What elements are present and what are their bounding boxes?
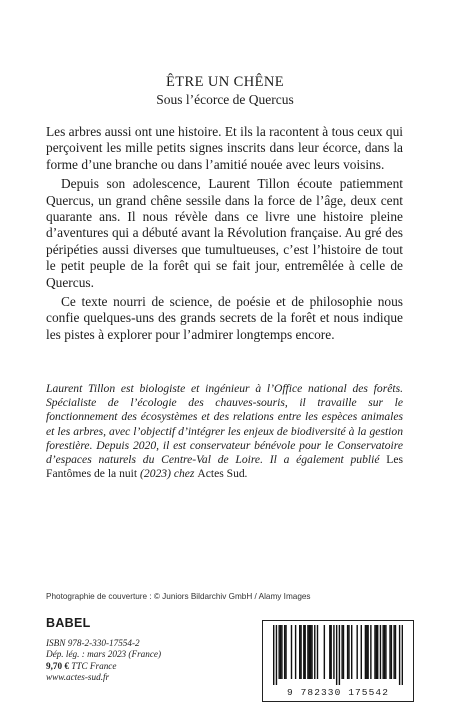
barcode-bar	[377, 625, 378, 679]
bio-book-title: Les Fantômes de la nuit	[46, 453, 403, 481]
barcode-bars	[273, 625, 403, 685]
isbn: ISBN 978-2-330-17554-2	[46, 638, 140, 648]
bio-text-3: .	[244, 467, 248, 481]
barcode-bar	[348, 625, 349, 679]
barcode-bar	[374, 625, 375, 679]
title-block	[0, 74, 450, 108]
barcode-bar	[366, 625, 367, 679]
website: www.actes-sud.fr	[46, 672, 110, 683]
barcode-bar	[330, 625, 331, 679]
barcode-bar	[300, 625, 301, 679]
blurb-paragraph-2: Depuis son adolescence, Laurent Tillon écoute patiemment Quercus, un grand chêne sessile dans la force de l’âge, deux cent quarante ans. Il nous révèle dans ce livre une histoire pleine d’aventures qui a débuté avant la Révolution française. Au gré des péripéties aussi diverses que tumultueuses, c’est l’histoire de tout le petit peuple de la forêt qui se fait jour, entremêlée à celle de Quercus.	[46, 176, 403, 290]
legal-deposit: Dép. lég. : mars 2023 (France)	[46, 649, 162, 660]
author-bio	[46, 382, 403, 481]
barcode-bar	[336, 625, 337, 685]
barcode-bar	[402, 625, 403, 685]
bio-text-2: (2023) chez	[137, 467, 198, 481]
barcode-bar	[343, 625, 344, 679]
barcode-bar	[278, 625, 279, 679]
barcode-bar	[376, 625, 377, 679]
bio-text-1: Laurent Tillon est biologiste et ingénieur à l’Office national des forêts. Spécialiste de l’écologie des chauves-souris, il travaille sur le fonctionnement des écosystèmes et des relations entre les espèces animales et les arbres, avec l’objectif d’intégrer les enjeux de biodiversité à la gestion forestière. Depuis 2020, il est conservateur bénévole pour le Conservatoire d’espaces naturels du Centre-Val de Loire. Il a également publié	[46, 382, 403, 467]
barcode	[262, 620, 414, 702]
barcode-bar	[384, 625, 385, 679]
barcode-bar	[382, 625, 383, 679]
barcode-bar	[385, 625, 386, 679]
barcode-bar	[285, 625, 286, 679]
barcode-bar	[281, 625, 282, 679]
barcode-bar	[347, 625, 348, 679]
price-suffix: TTC France	[68, 660, 117, 671]
barcode-bar	[284, 625, 285, 679]
barcode-bar	[324, 625, 325, 679]
barcode-bar	[309, 625, 310, 679]
price: 9,70 €	[46, 660, 69, 671]
barcode-bar	[333, 625, 334, 679]
price-line	[46, 661, 246, 672]
barcode-bar	[341, 625, 342, 679]
publication-info	[46, 638, 246, 684]
barcode-bar	[389, 625, 390, 679]
barcode-bar	[393, 625, 394, 679]
barcode-bar	[395, 625, 396, 679]
book-subtitle: Sous l’écorce de Quercus	[156, 92, 294, 107]
blurb	[46, 124, 403, 346]
barcode-bar	[356, 625, 357, 679]
barcode-digits: 9 782330 175542	[286, 687, 389, 698]
barcode-bar	[310, 625, 311, 679]
barcode-bar	[276, 625, 277, 685]
barcode-bar	[365, 625, 366, 679]
barcode-bar	[311, 625, 312, 679]
barcode-bar	[399, 625, 400, 685]
barcode-bar	[273, 625, 274, 685]
barcode-bar	[280, 625, 281, 679]
barcode-bar	[304, 625, 305, 679]
barcode-bar	[380, 625, 381, 679]
bio-publisher: Actes Sud	[197, 467, 245, 481]
blurb-paragraph-3: Ce texte nourri de science, de poésie et de philosophie nous confie quelques-uns des grands secrets de la forêt et nous indique les pistes à explorer pour l’admirer longtemps encore.	[46, 294, 403, 342]
book-title: ÊTRE UN CHÊNE	[166, 74, 284, 90]
barcode-bar	[370, 625, 371, 679]
barcode-bar	[339, 625, 340, 685]
barcode-bar	[361, 625, 362, 679]
photo-credit: Photographie de couverture : © Juniors Bildarchiv GmbH / Alamy Images	[46, 592, 311, 601]
barcode-bar	[299, 625, 300, 679]
barcode-bar	[314, 625, 315, 679]
barcode-bar	[391, 625, 392, 679]
barcode-bar	[351, 625, 352, 679]
barcode-bar	[295, 625, 296, 679]
barcode-bar	[303, 625, 304, 679]
barcode-bar	[291, 625, 292, 679]
blurb-paragraph-1: Les arbres aussi ont une histoire. Et ils la racontent à tous ceux qui perçoivent les mille petits signes inscrits dans leur écorce, dans la forme d’une branche ou dans l’amitié nouée avec leurs voisins.	[46, 124, 403, 172]
barcode-bar	[367, 625, 368, 679]
barcode-bar	[307, 625, 308, 679]
collection-name: BABEL	[46, 616, 91, 630]
barcode-bar	[317, 625, 318, 679]
barcode-bar	[329, 625, 330, 679]
